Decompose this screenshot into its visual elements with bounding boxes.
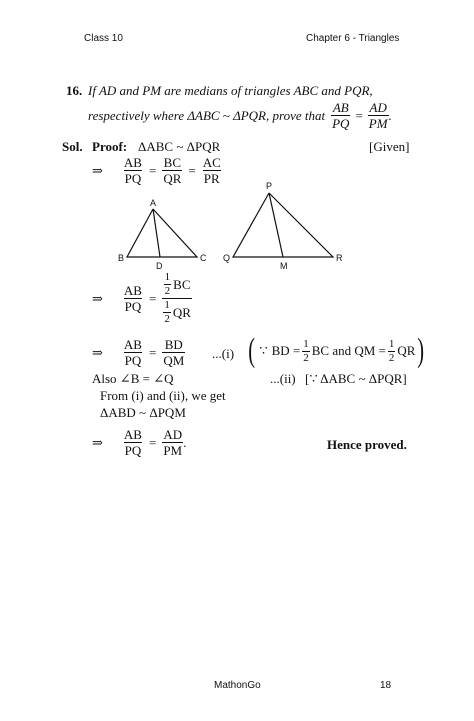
implies-symbol: ⇒: [92, 290, 103, 306]
numerator: [163, 272, 192, 298]
denominator: PR: [203, 171, 220, 186]
header-chapter: Chapter 6 - Triangles: [306, 33, 400, 44]
period: .: [388, 107, 392, 123]
implies-symbol: ⇒: [92, 344, 103, 360]
question-line-1: If AD and PM are medians of triangles ABC and PQR,: [88, 83, 373, 98]
proof-statement: ΔABC ~ ΔPQR: [138, 139, 221, 154]
numerator: 1: [164, 299, 170, 311]
fraction-ad-pm: [162, 428, 183, 457]
numerator: AD: [369, 100, 387, 115]
numerator: AB: [123, 283, 142, 298]
denominator: 2: [164, 285, 171, 297]
numerator: AB: [123, 155, 142, 170]
question-number: 16.: [66, 83, 83, 98]
denominator: 2: [388, 351, 395, 364]
denominator: PQ: [124, 353, 142, 368]
denominator: PM: [163, 443, 183, 458]
denominator: 2: [303, 351, 309, 364]
numerator: AB: [123, 427, 142, 442]
question-line-2-text: respectively where ΔABC ~ ΔPQR, prove that: [88, 107, 326, 123]
footer-brand: MathonGo: [214, 680, 261, 691]
label-q: Q: [223, 253, 231, 263]
fraction-ab-pq: [123, 338, 143, 367]
because-bd-qm: ( ∵ BD = $\frac{1}{2}$ BC and QM = $\frac{1}{2}$ QR ): [248, 332, 425, 369]
one-half: [163, 300, 171, 325]
one-half: [164, 272, 172, 297]
numerator: AB: [123, 337, 142, 352]
page-number: 18: [380, 680, 392, 691]
label-r: R: [336, 253, 343, 263]
denominator: PM: [368, 116, 388, 131]
denominator: PQ: [124, 171, 142, 186]
denominator: QR: [163, 171, 182, 186]
sol-label: Sol.: [62, 139, 83, 154]
bc-text: BC: [173, 277, 191, 292]
numerator: BD: [164, 337, 183, 352]
triangle-pqr: [233, 193, 333, 257]
qr-text: QR: [397, 343, 416, 358]
period: .: [183, 434, 187, 450]
given-tag: [Given]: [369, 139, 410, 154]
similar-line: ΔABD ~ ΔPQM: [100, 405, 186, 420]
tag-i: ...(i): [212, 346, 235, 361]
numerator: AB: [332, 100, 349, 115]
denominator: 2: [164, 313, 170, 325]
also-line: Also ∠B = ∠Q: [92, 371, 174, 386]
numerator: 1: [303, 337, 309, 350]
numerator: BC: [163, 155, 182, 170]
fraction-bd-qm: [162, 338, 185, 367]
numerator: AD: [163, 427, 183, 442]
from-line: From (i) and (ii), we get: [100, 388, 226, 403]
denominator: [162, 298, 192, 325]
qr-text: QR: [172, 305, 191, 320]
because-symbol: ∵: [259, 343, 268, 358]
numerator: 1: [388, 337, 395, 350]
label-p: P: [266, 181, 273, 191]
hence-proved: Hence proved.: [327, 437, 407, 452]
tag-ii: ...(ii): [270, 371, 296, 386]
one-half: [302, 339, 310, 364]
denominator: PQ: [124, 443, 142, 458]
denominator: PQ: [332, 116, 350, 131]
equals-sign: =: [355, 107, 363, 123]
label-c: C: [200, 253, 207, 263]
fraction-ab-pq: [123, 284, 143, 313]
label-d: D: [156, 261, 163, 271]
triangles-figure: [110, 180, 360, 275]
step-1: ⇒ $\frac{AB}{PQ}$ = $\frac{BC}{QR}$ = $\frac{AC}{PR}$: [92, 155, 221, 186]
label-b: B: [118, 253, 125, 263]
step-3: ⇒ $\frac{AB}{PQ}$ = $\frac{BD}{QM}$: [92, 337, 185, 368]
question-line-2: [88, 101, 392, 130]
also-reason: [∵ ΔABC ~ ΔPQR]: [305, 371, 407, 386]
fraction-ab-pq: [331, 101, 350, 130]
implies-symbol: ⇒: [92, 162, 103, 178]
step-2: ⇒ $\frac{AB}{PQ}$ = $\frac{1}{2}$ BC $\frac{1}{2}$ QR: [92, 271, 191, 325]
fraction-ab-pq: [123, 428, 143, 457]
one-half: [388, 339, 396, 364]
bd-eq: BD =: [271, 343, 301, 358]
denominator: QM: [163, 353, 185, 368]
numerator: 1: [164, 271, 171, 283]
median-pm: [269, 193, 283, 257]
label-m: M: [280, 261, 288, 271]
label-a: A: [150, 198, 157, 208]
step-4: ⇒ $\frac{AB}{PQ}$ = $\frac{AD}{PM}$ .: [92, 427, 187, 458]
fraction-ad-pm: [368, 101, 389, 130]
proof-label: Proof:: [92, 139, 128, 154]
bc-and-qm: BC and QM =: [311, 343, 386, 358]
numerator: AC: [202, 155, 221, 170]
implies-symbol: ⇒: [92, 434, 103, 450]
triangle-abc: [127, 209, 197, 257]
fraction-half-bc-over-half-qr: [162, 272, 192, 325]
denominator: PQ: [124, 299, 142, 314]
header-class: Class 10: [84, 33, 123, 44]
